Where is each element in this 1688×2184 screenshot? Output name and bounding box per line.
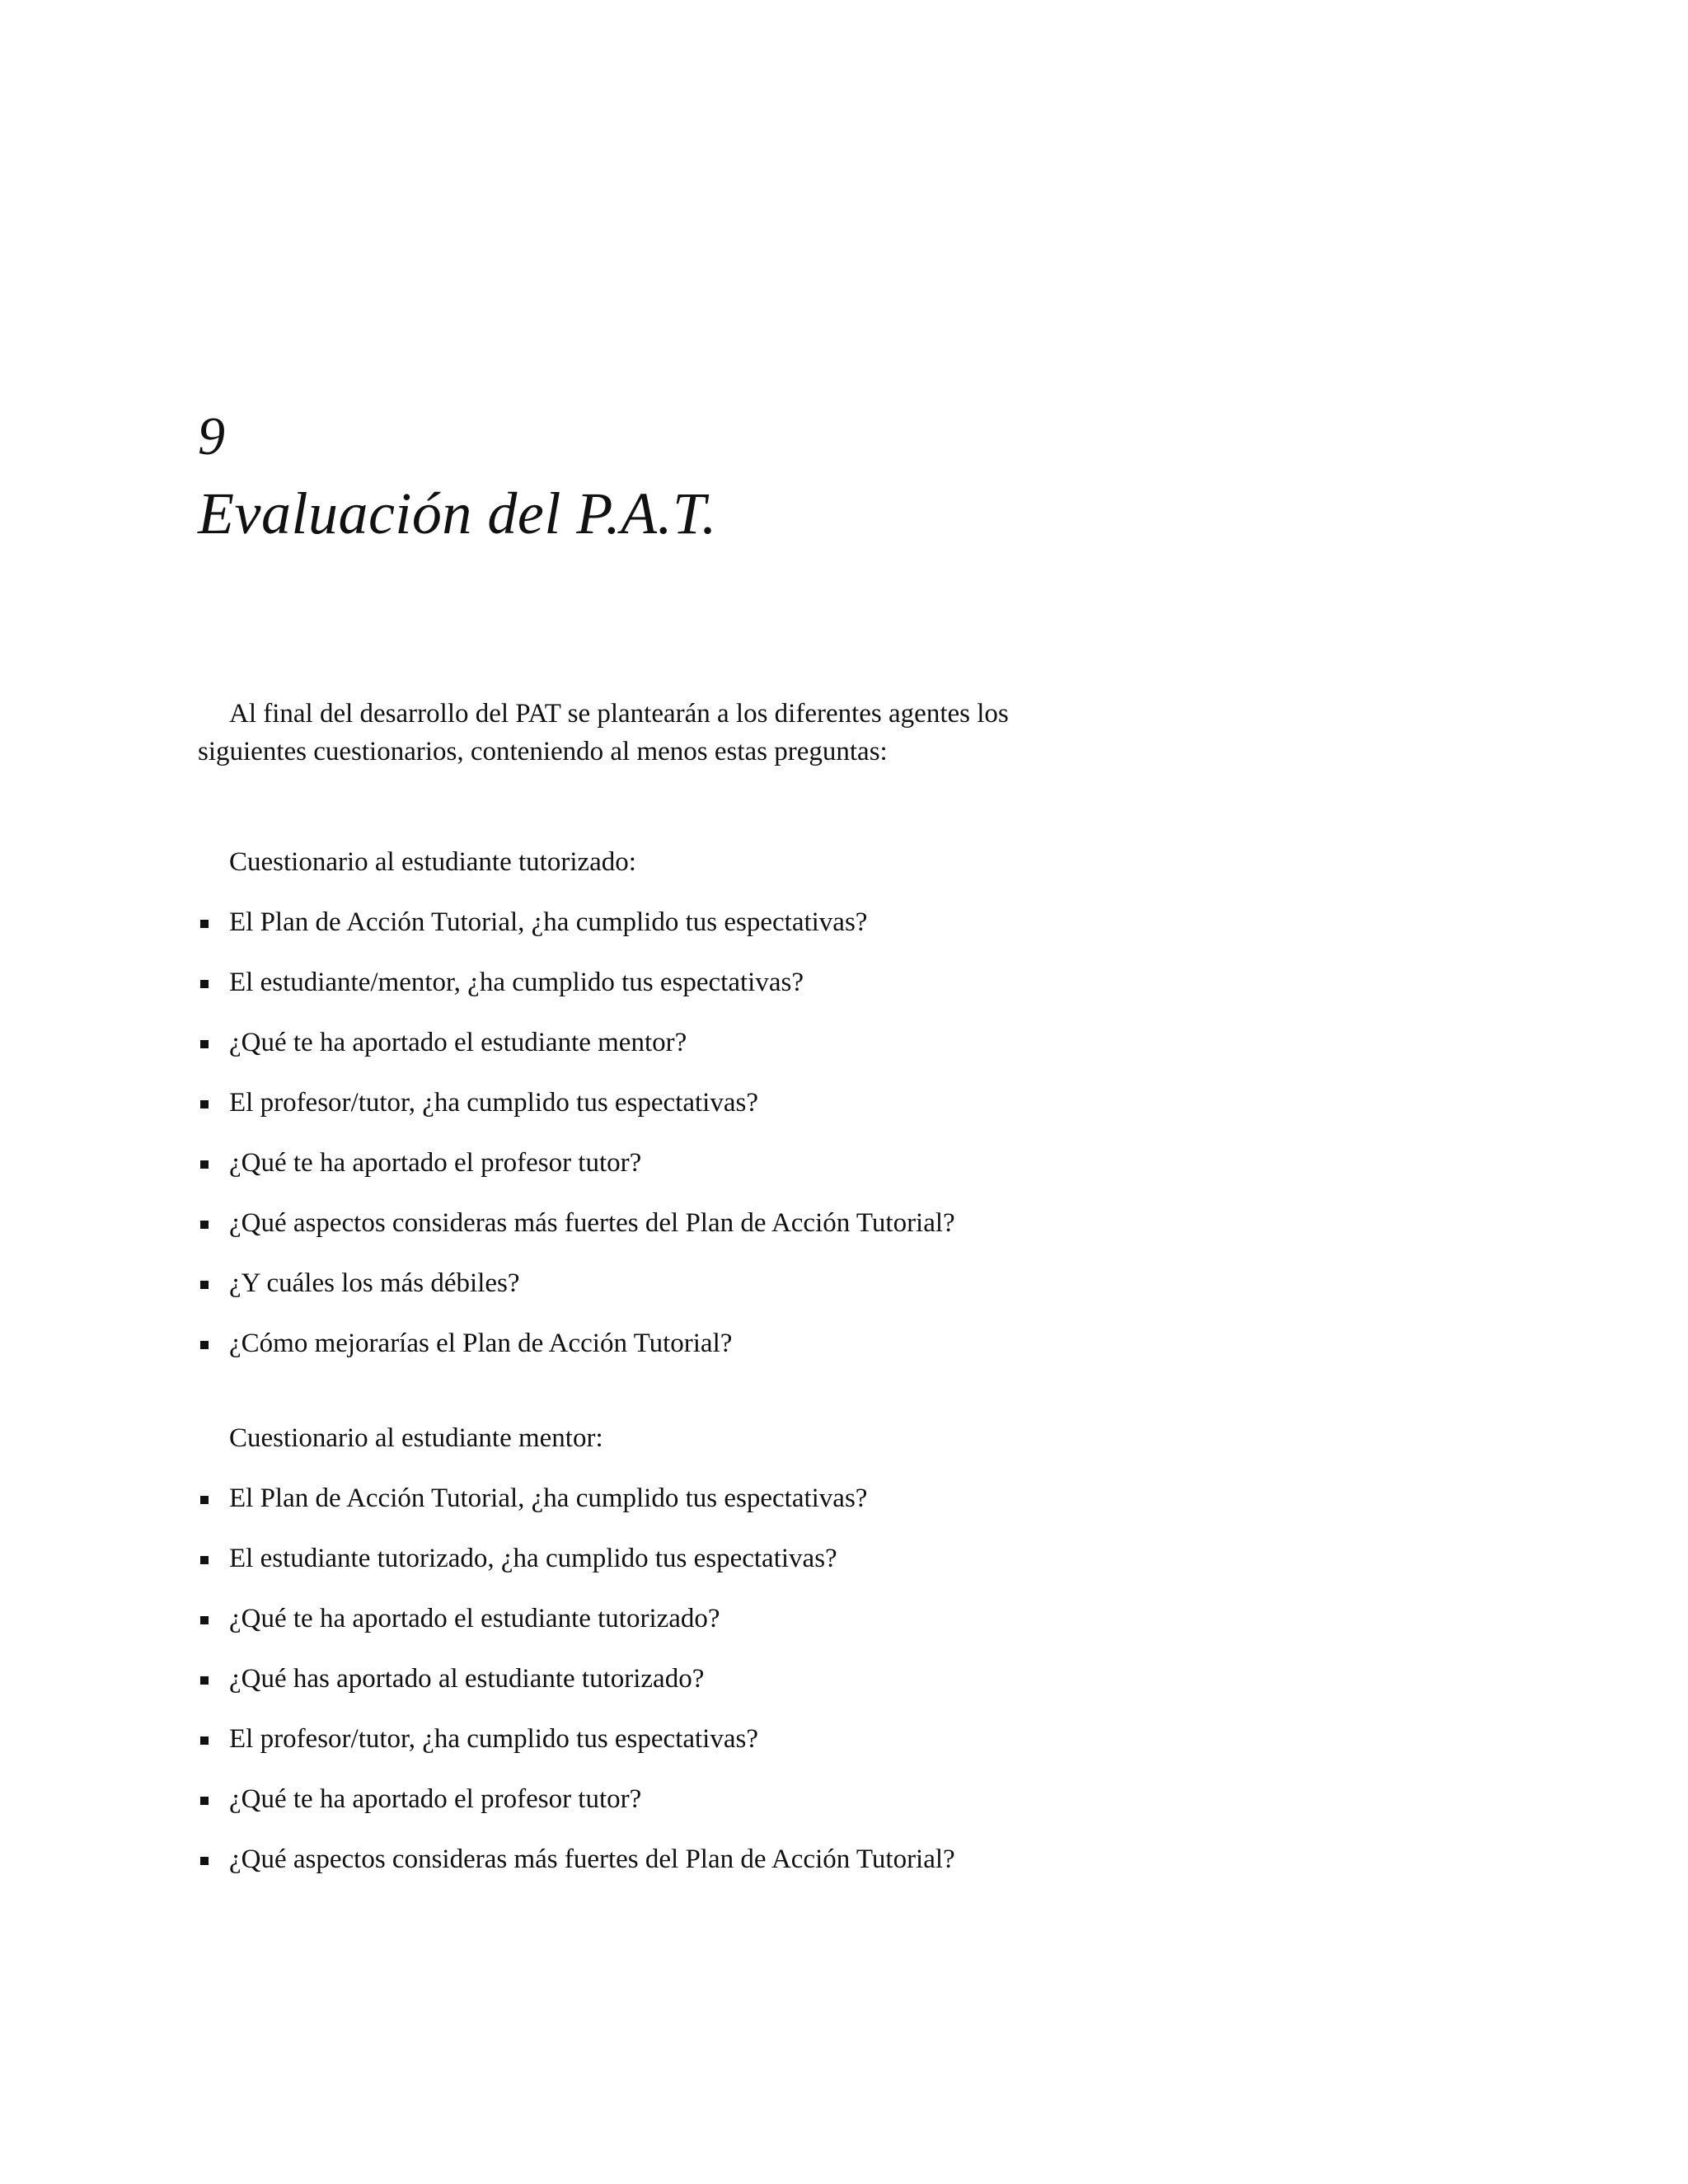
list-item — [198, 1600, 1104, 1638]
list-item — [198, 1660, 1104, 1698]
list-item — [198, 1084, 1104, 1122]
list-item — [198, 1780, 1104, 1818]
question-text: El profesor/tutor, ¿ha cumplido tus espectativas? — [229, 1088, 758, 1118]
square-bullet-icon — [200, 980, 209, 988]
question-text: El Plan de Acción Tutorial, ¿ha cumplido tus espectativas? — [229, 907, 868, 937]
question-text: ¿Y cuáles los más débiles? — [229, 1268, 520, 1298]
list-item — [198, 963, 1104, 1001]
list-item — [198, 1540, 1104, 1577]
question-text: ¿Qué aspectos consideras más fuertes del Plan de Acción Tutorial? — [229, 1844, 955, 1874]
square-bullet-icon — [200, 1676, 209, 1685]
list-item — [198, 1479, 1104, 1517]
question-list — [198, 1479, 1104, 1878]
list-item — [198, 1720, 1104, 1758]
list-item — [198, 1144, 1104, 1182]
questionnaire-tutored-student — [198, 843, 1104, 1362]
list-item — [198, 1204, 1104, 1242]
section-label: Cuestionario al estudiante mentor: — [229, 1423, 603, 1453]
question-text: El estudiante tutorizado, ¿ha cumplido tus espectativas? — [229, 1544, 837, 1573]
question-text: ¿Qué te ha aportado el estudiante tutorizado? — [229, 1604, 720, 1633]
square-bullet-icon — [200, 1496, 209, 1504]
question-text: ¿Cómo mejorarías el Plan de Acción Tutorial? — [229, 1329, 733, 1358]
square-bullet-icon — [200, 1281, 209, 1289]
list-item — [198, 1324, 1104, 1362]
list-item — [198, 1024, 1104, 1062]
square-bullet-icon — [200, 1616, 209, 1624]
square-bullet-icon — [200, 1040, 209, 1048]
question-text: ¿Qué aspectos consideras más fuertes del Plan de Acción Tutorial? — [229, 1208, 955, 1238]
square-bullet-icon — [200, 1100, 209, 1108]
question-text: ¿Qué te ha aportado el profesor tutor? — [229, 1784, 642, 1814]
square-bullet-icon — [200, 1797, 209, 1805]
question-text: El estudiante/mentor, ¿ha cumplido tus espectativas? — [229, 968, 804, 997]
list-item — [198, 1840, 1104, 1878]
list-item — [198, 903, 1104, 941]
square-bullet-icon — [200, 1221, 209, 1229]
section-label: Cuestionario al estudiante tutorizado: — [229, 847, 636, 877]
question-text: ¿Qué te ha aportado el estudiante mentor? — [229, 1028, 687, 1057]
question-text: ¿Qué te ha aportado el profesor tutor? — [229, 1148, 642, 1178]
intro-paragraph: Al final del desarrollo del PAT se plantearán a los diferentes agentes los siguientes cuestionarios, conteniendo al menos estas preguntas: — [198, 699, 1009, 766]
questionnaire-mentor-student — [198, 1419, 1104, 1878]
square-bullet-icon — [200, 920, 209, 928]
question-list — [198, 903, 1104, 1362]
square-bullet-icon — [200, 1857, 209, 1865]
list-item — [198, 1264, 1104, 1302]
square-bullet-icon — [200, 1736, 209, 1745]
question-text: El Plan de Acción Tutorial, ¿ha cumplido tus espectativas? — [229, 1483, 868, 1513]
chapter-title: Evaluación del P.A.T. — [198, 480, 717, 546]
square-bullet-icon — [200, 1341, 209, 1349]
question-text: El profesor/tutor, ¿ha cumplido tus espectativas? — [229, 1724, 758, 1754]
square-bullet-icon — [200, 1160, 209, 1169]
square-bullet-icon — [200, 1556, 209, 1564]
chapter-number: 9 — [198, 406, 225, 466]
question-text: ¿Qué has aportado al estudiante tutorizado? — [229, 1664, 705, 1694]
